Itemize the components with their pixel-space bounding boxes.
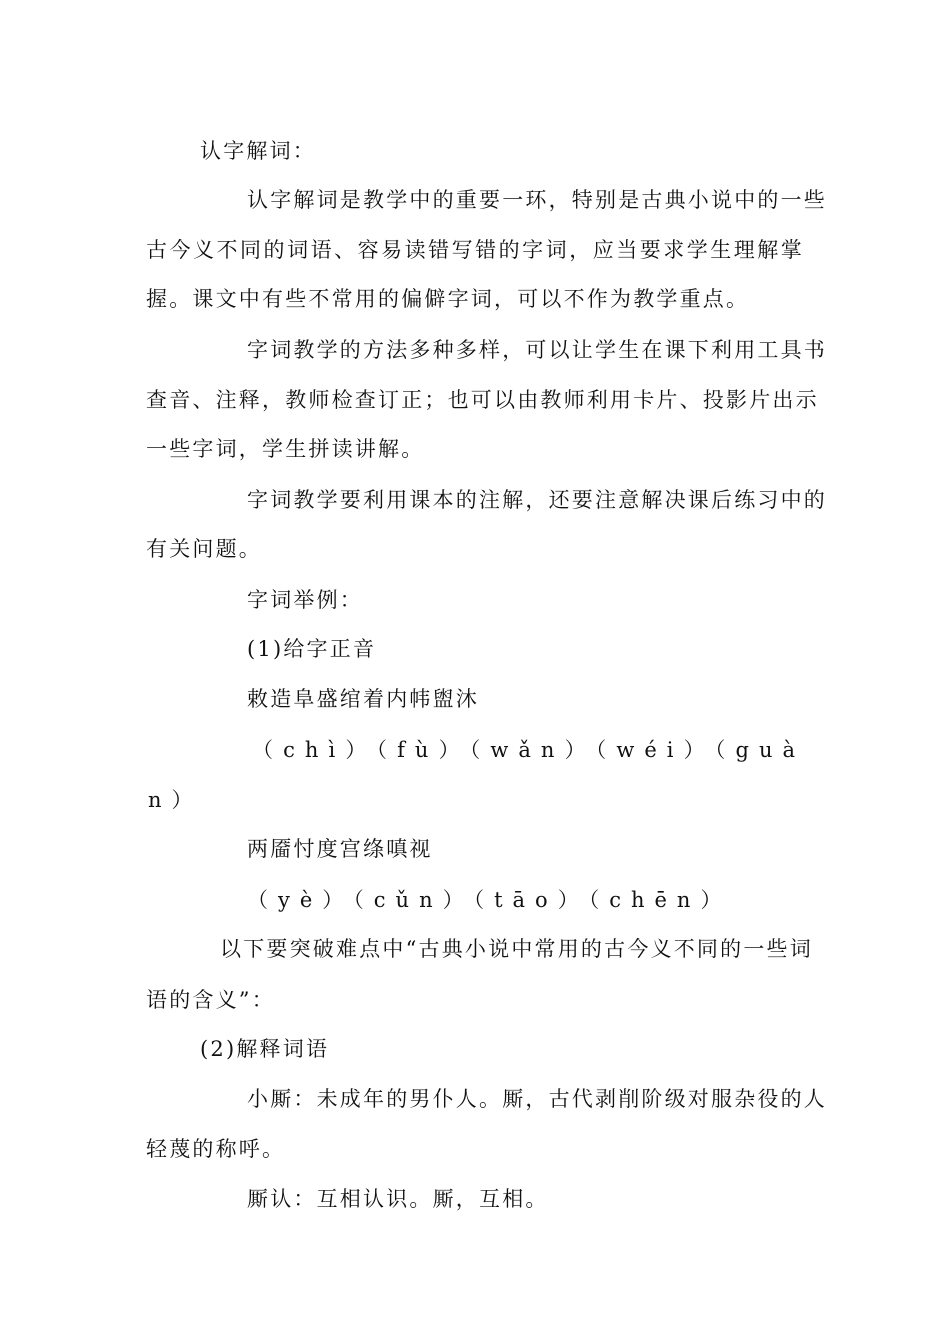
heading: 认字解词： (200, 139, 316, 163)
examples-label: 字词举例： (247, 588, 363, 612)
pinyin-row-1-line-1: （chì）（fù）（wǎn）（wéi）（guà (252, 738, 805, 762)
paragraph-1-line-3: 握。课文中有些不常用的偏僻字词，可以不作为教学重点。 (146, 287, 750, 311)
paragraph-2-line-2: 查音、注释，教师检查订正；也可以由教师利用卡片、投影片出示 (146, 388, 819, 412)
paragraph-3-line-1: 字词教学要利用课本的注解，还要注意解决课后练习中的 (247, 488, 827, 512)
section-2-title: (2)解释词语 (200, 1037, 330, 1061)
definition-1-line-1: 小厮：未成年的男仆人。厮，古代剥削阶级对服杂役的人 (247, 1087, 827, 1111)
characters-row-2: 两靥忖度宫绦嗔视 (247, 837, 433, 861)
paragraph-3-line-2: 有关问题。 (146, 537, 262, 561)
paragraph-4-line-1: 以下要突破难点中“古典小说中常用的古今义不同的一些词 (220, 937, 813, 961)
paragraph-2-line-3: 一些字词，学生拼读讲解。 (146, 437, 425, 461)
characters-row-1: 敕造阜盛绾着内帏盥沐 (247, 687, 479, 711)
pinyin-row-2: （yè）（cǔn）（tāo）（chēn） (247, 888, 732, 912)
definition-2: 厮认：互相认识。厮，互相。 (247, 1187, 549, 1211)
paragraph-1-line-1: 认字解词是教学中的重要一环，特别是古典小说中的一些 (247, 188, 827, 212)
definition-1-line-2: 轻蔑的称呼。 (146, 1137, 286, 1161)
paragraph-4-line-2: 语的含义”： (146, 988, 275, 1012)
paragraph-1-line-2: 古今义不同的词语、容易读错写错的字词，应当要求学生理解掌 (146, 238, 804, 262)
pinyin-row-1-line-2: n） (148, 788, 203, 812)
section-1-title: (1)给字正音 (247, 637, 377, 661)
paragraph-2-line-1: 字词教学的方法多种多样，可以让学生在课下利用工具书 (247, 338, 827, 362)
